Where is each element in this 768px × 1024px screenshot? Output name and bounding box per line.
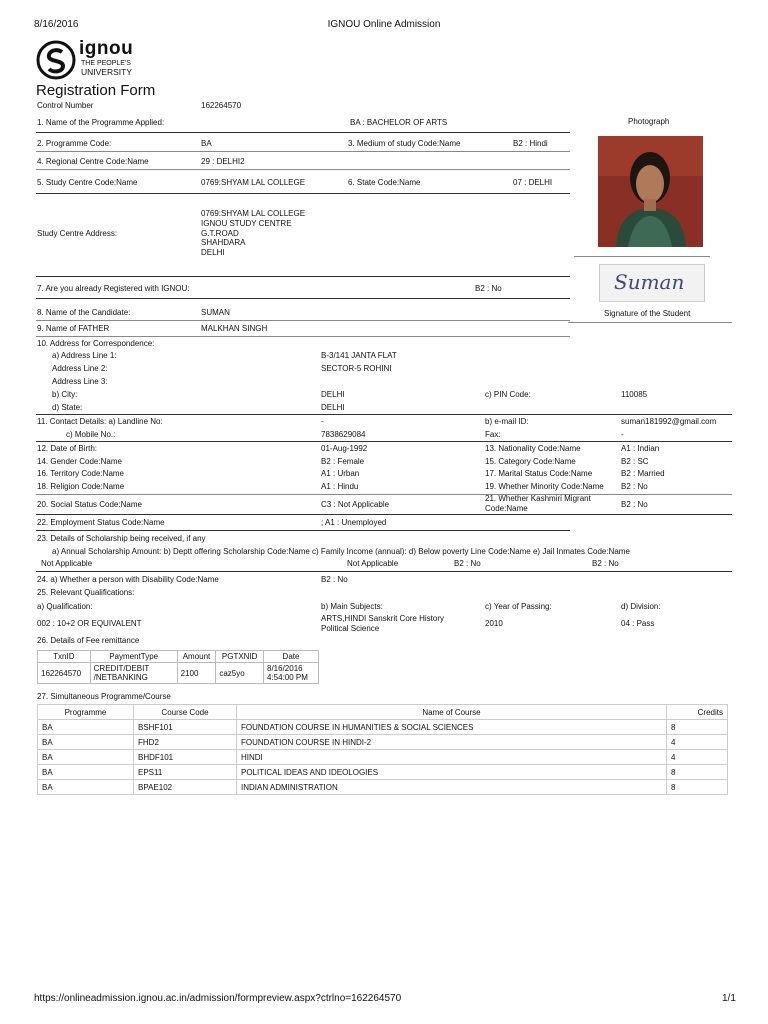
page-url[interactable]: https://onlineadmission.ignou.ac.in/admission/formpreview.aspx?ctrlno=162264570 [34, 993, 402, 1004]
course-table [37, 704, 728, 795]
medium-value: B2 : Hindi [513, 139, 548, 148]
candidate-name-value: SUMAN [201, 308, 230, 317]
control-number-label: Control Number [37, 101, 94, 110]
course-code: BPAE102 [134, 780, 237, 795]
employment-label: 22. Employment Status Code:Name [37, 518, 165, 527]
control-number-value: 162264570 [201, 101, 242, 110]
study-centre-label: 5. Study Centre Code:Name [37, 178, 138, 187]
fee-col-amount: Amount [177, 651, 216, 663]
page-number: 1/1 [722, 993, 736, 1004]
category-value: B2 : SC [621, 457, 649, 466]
landline-value: - [321, 417, 324, 426]
state-code-label: 6. State Code:Name [348, 178, 421, 187]
course-name: FOUNDATION COURSE IN HINDI-2 [237, 735, 667, 750]
fee-pgtxnid: caz5yo [216, 663, 264, 684]
course-credits: 4 [667, 750, 728, 765]
main-subjects-value: ARTS,HINDI Sanskrit Core History Political Science [321, 614, 444, 633]
course-programme: BA [38, 750, 134, 765]
dob-label: 12. Date of Birth: [37, 444, 98, 453]
course-col-credits: Credits [667, 705, 728, 720]
course-programme: BA [38, 735, 134, 750]
year-passing-header: c) Year of Passing: [485, 602, 552, 611]
nationality-value: A1 : Indian [621, 444, 660, 453]
fax-label: Fax: [485, 430, 501, 439]
city-value: DELHI [321, 390, 345, 399]
scholarship-bpl-value: B2 : No [454, 559, 481, 568]
disability-value: B2 : No [321, 575, 348, 584]
signature-label: Signature of the Student [604, 309, 691, 318]
course-code: BHDF101 [134, 750, 237, 765]
scholarship-amount-value: Not Applicable [41, 559, 93, 568]
course-code: FHD2 [134, 735, 237, 750]
already-registered-value: B2 : No [475, 284, 502, 293]
course-col-code: Course Code [134, 705, 237, 720]
minority-value: B2 : No [621, 482, 648, 491]
fee-col-txnid: TxnID [38, 651, 91, 663]
qualifications-heading: 25. Relevant Qualifications: [37, 588, 135, 597]
employment-value: ; A1 : Unemployed [321, 518, 387, 527]
qualification-value: 002 : 10+2 OR EQUIVALENT [37, 619, 142, 628]
mobile-value: 7838629084 [321, 430, 366, 439]
course-programme: BA [38, 765, 134, 780]
state-label: d) State: [52, 403, 83, 412]
division-value: 04 : Pass [621, 619, 655, 628]
gender-label: 14. Gender Code:Name [37, 457, 122, 466]
scholarship-subheads: a) Annual Scholarship Amount: b) Deptt offering Scholarship Code:Name c) Family Income (annual): d) Below poverty Line Code:Name e) Jail Inmates Code:Name [52, 547, 630, 556]
table-row [38, 765, 728, 780]
table-row [38, 750, 728, 765]
study-centre-address-value: 0769:SHYAM LAL COLLEGE IGNOU STUDY CENTRE G.T.ROAD SHAHDARA DELHI [201, 209, 306, 258]
programme-applied-value: BA : BACHELOR OF ARTS [350, 118, 448, 127]
course-name: HINDI [237, 750, 667, 765]
address-line2-label: Address Line 2: [52, 364, 108, 373]
table-row [38, 735, 728, 750]
course-col-name: Name of Course [237, 705, 667, 720]
kashmiri-label: 21. Whether Kashmiri Migrant Code:Name [485, 494, 591, 513]
study-centre-value: 0769:SHYAM LAL COLLEGE [201, 178, 306, 187]
landline-label: 11. Contact Details: a) Landline No: [37, 417, 163, 426]
study-centre-address-label: Study Centre Address: [37, 229, 118, 238]
course-programme: BA [38, 780, 134, 795]
state-code-value: 07 : DELHI [513, 178, 553, 187]
table-row [38, 720, 728, 735]
kashmiri-value: B2 : No [621, 500, 648, 509]
mobile-label: c) Mobile No.: [66, 430, 116, 439]
pin-value: 110085 [621, 390, 648, 399]
course-credits: 8 [667, 765, 728, 780]
division-header: d) Division: [621, 602, 661, 611]
state-value: DELHI [321, 403, 345, 412]
scholarship-heading: 23. Details of Scholarship being received, if any [37, 534, 206, 543]
territory-value: A1 : Urban [321, 469, 360, 478]
scholarship-jail-value: B2 : No [592, 559, 619, 568]
territory-label: 16. Territory Code:Name [37, 469, 124, 478]
course-credits: 8 [667, 720, 728, 735]
fee-table-header [38, 651, 319, 663]
qualification-header: a) Qualification: [37, 602, 93, 611]
email-value: suman181992@gmail.com [621, 417, 717, 426]
marital-label: 17. Marital Status Code:Name [485, 469, 593, 478]
address-heading: 10. Address for Correspondence: [37, 339, 155, 348]
course-code: BSHF101 [134, 720, 237, 735]
address-line2-value: SECTOR-5 ROHINI [321, 364, 392, 373]
course-credits: 4 [667, 735, 728, 750]
fee-paymenttype: CREDIT/DEBIT /NETBANKING [90, 663, 177, 684]
social-status-value: C3 : Not Applicable [321, 500, 390, 509]
year-passing-value: 2010 [485, 619, 503, 628]
course-code: EPS11 [134, 765, 237, 780]
course-name: POLITICAL IDEAS AND IDEOLOGIES [237, 765, 667, 780]
nationality-label: 13. Nationality Code:Name [485, 444, 581, 453]
marital-value: B2 : Married [621, 469, 665, 478]
gender-value: B2 : Female [321, 457, 365, 466]
fee-col-pgtxnid: PGTXNID [216, 651, 264, 663]
logo-wordmark: ignou [79, 38, 134, 59]
table-row [38, 780, 728, 795]
photograph-label: Photograph [628, 117, 670, 126]
main-subjects-header: b) Main Subjects: [321, 602, 383, 611]
candidate-photo [598, 136, 703, 247]
fee-col-paymenttype: PaymentType [90, 651, 177, 663]
table-row [38, 663, 319, 684]
father-name-value: MALKHAN SINGH [201, 324, 268, 333]
course-name: FOUNDATION COURSE IN HUMANITIES & SOCIAL SCIENCES [237, 720, 667, 735]
course-credits: 8 [667, 780, 728, 795]
course-programme: BA [38, 720, 134, 735]
fee-table [37, 650, 319, 684]
programme-applied-label: 1. Name of the Programme Applied: [37, 118, 165, 127]
religion-value: A1 : Hindu [321, 482, 359, 491]
page-title: IGNOU Online Admission [327, 19, 441, 30]
courses-heading: 27. Simultaneous Programme/Course [37, 692, 171, 701]
disability-label: 24. a) Whether a person with Disability Code:Name [37, 575, 219, 584]
regional-centre-value: 29 : DELHI2 [201, 157, 245, 166]
programme-code-value: BA [201, 139, 212, 148]
ignou-logo-icon [36, 40, 76, 80]
print-date: 8/16/2016 [34, 19, 79, 30]
programme-code-label: 2. Programme Code: [37, 139, 112, 148]
course-table-header [38, 705, 728, 720]
already-registered-label: 7. Are you already Registered with IGNOU: [37, 284, 190, 293]
father-name-label: 9. Name of FATHER [37, 324, 110, 333]
pin-label: c) PIN Code: [485, 390, 531, 399]
fee-amount: 2100 [177, 663, 216, 684]
address-line1-label: a) Address Line 1: [52, 351, 117, 360]
address-line3-label: Address Line 3: [52, 377, 108, 386]
fee-heading: 26. Details of Fee remittance [37, 636, 140, 645]
candidate-name-label: 8. Name of the Candidate: [37, 308, 131, 317]
email-label: b) e-mail ID: [485, 417, 529, 426]
fee-col-date: Date [264, 651, 319, 663]
dob-value: 01-Aug-1992 [321, 444, 368, 453]
religion-label: 18. Religion Code:Name [37, 482, 125, 491]
course-name: INDIAN ADMINISTRATION [237, 780, 667, 795]
category-label: 15. Category Code:Name [485, 457, 576, 466]
minority-label: 19. Whether Minority Code:Name [485, 482, 604, 491]
course-col-programme: Programme [38, 705, 134, 720]
scholarship-income-value: Not Applicable [347, 559, 399, 568]
social-status-label: 20. Social Status Code:Name [37, 500, 142, 509]
regional-centre-label: 4. Regional Centre Code:Name [37, 157, 149, 166]
logo-tagline: THE PEOPLE'S UNIVERSITY [81, 60, 133, 77]
medium-label: 3. Medium of study Code:Name [348, 139, 461, 148]
form-title: Registration Form [36, 82, 156, 99]
address-line1-value: B-3/141 JANTA FLAT [321, 351, 397, 360]
fee-date: 8/16/2016 4:54:00 PM [264, 663, 319, 684]
city-label: b) City: [52, 390, 78, 399]
signature-image: Suman [599, 264, 705, 302]
fee-txnid: 162264570 [38, 663, 91, 684]
fax-value: - [621, 430, 624, 439]
